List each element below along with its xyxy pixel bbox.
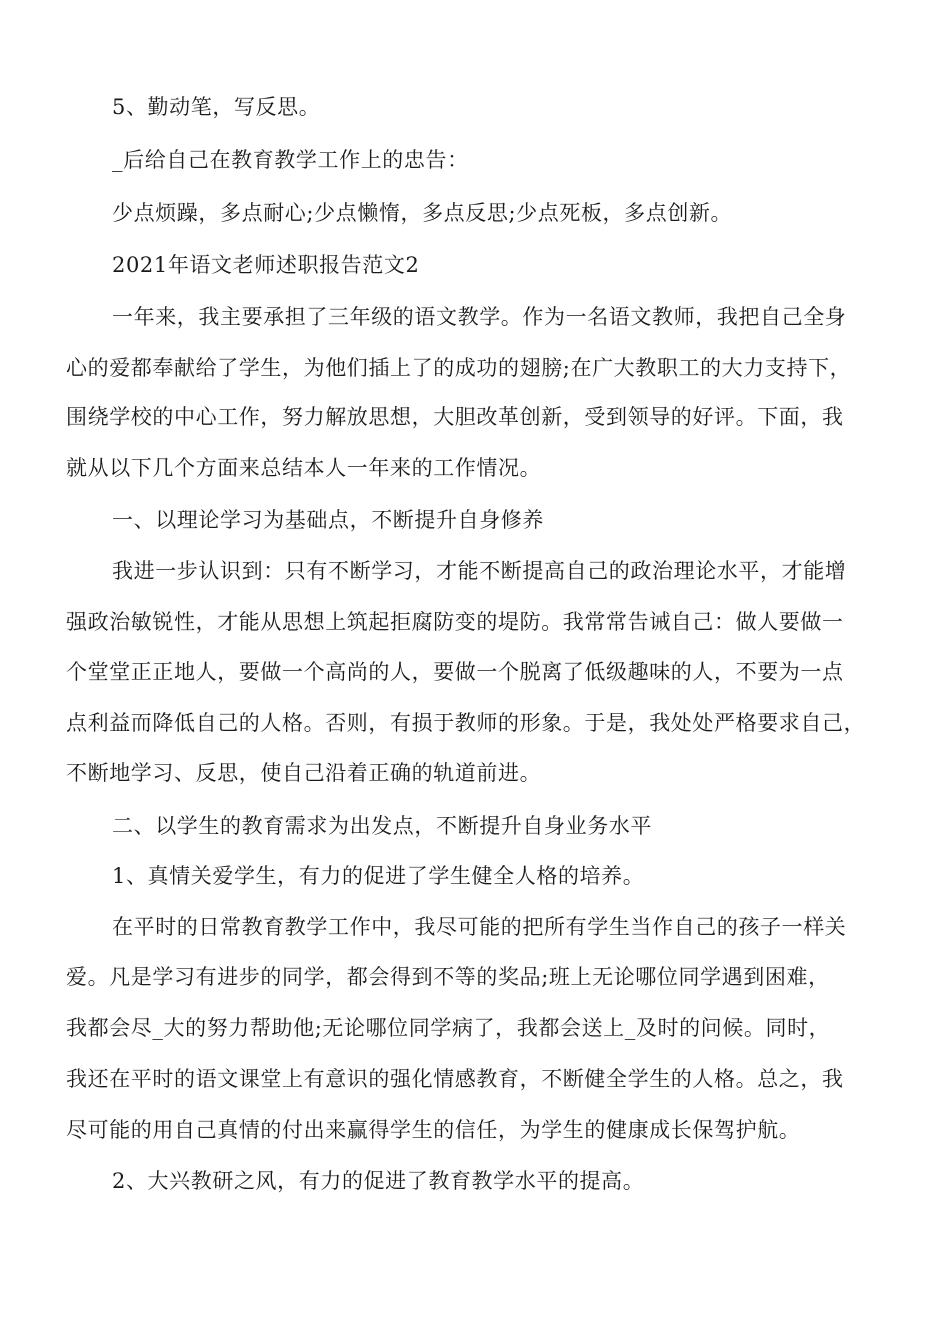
- text-line: 就从以下几个方面来总结本人一年来的工作情况。: [66, 456, 542, 480]
- text-line: 我都会尽_大的努力帮助他;无论哪位同学病了，我都会送上_及时的问候。同时，: [66, 1016, 831, 1040]
- text-line: 爱。凡是学习有进步的同学，都会得到不等的奖品;班上无论哪位同学遇到困难，: [66, 965, 830, 989]
- text-line: 少点烦躁，多点耐心;少点懒惰，多点反思;少点死板，多点创新。: [112, 201, 733, 225]
- text-line: 围绕学校的中心工作，努力解放思想，大胆改革创新，受到领导的好评。下面，我: [66, 405, 844, 429]
- text-line: 我还在平时的语文课堂上有意识的强化情感教育，不断健全学生的人格。总之，我: [66, 1067, 844, 1091]
- text-line: 2、大兴教研之风，有力的促进了教育教学水平的提高。: [112, 1169, 645, 1193]
- text-line: 我进一步认识到：只有不断学习，才能不断提高自己的政治理论水平，才能增: [112, 559, 847, 583]
- subheading: 二、以学生的教育需求为出发点，不断提升自身业务水平: [112, 814, 652, 838]
- text-line: _后给自己在教育教学工作上的忠告：: [112, 148, 469, 172]
- text-line: 尽可能的用自己真情的付出来赢得学生的信任，为学生的健康成长保驾护航。: [66, 1118, 801, 1142]
- section-title: 2021年语文老师述职报告范文2: [112, 253, 420, 277]
- text-line: 在平时的日常教育教学工作中，我尽可能的把所有学生当作自己的孩子一样关: [112, 915, 847, 939]
- text-line: 1、真情关爱学生，有力的促进了学生健全人格的培养。: [112, 864, 645, 888]
- text-line: 强政治敏锐性，才能从思想上筑起拒腐防变的堤防。我常常告诫自己：做人要做一: [66, 610, 844, 634]
- text-line: 5、勤动笔，写反思。: [112, 95, 321, 119]
- subheading: 一、以理论学习为基础点，不断提升自身修养: [112, 508, 544, 532]
- text-line: 个堂堂正正地人，要做一个高尚的人，要做一个脱离了低级趣味的人，不要为一点: [66, 660, 844, 684]
- text-line: 不断地学习、反思，使自己沿着正确的轨道前进。: [66, 761, 542, 785]
- text-line: 一年来，我主要承担了三年级的语文教学。作为一名语文教师，我把自己全身: [112, 305, 847, 329]
- text-line: 心的爱都奉献给了学生，为他们插上了的成功的翅膀;在广大教职工的大力支持下，: [66, 356, 852, 380]
- text-line: 点利益而降低自己的人格。否则，有损于教师的形象。于是，我处处严格要求自己，: [66, 711, 866, 735]
